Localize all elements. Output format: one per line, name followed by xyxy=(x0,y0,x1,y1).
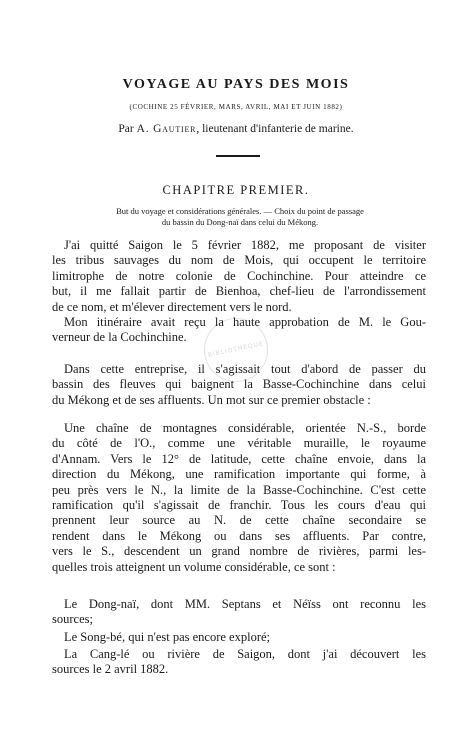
text-line: Le Song-bé, qui n'est pas encore exploré; xyxy=(64,630,271,644)
byline xyxy=(0,123,472,135)
text-line: prennent leur source au N. de cette chaîne secondaire se xyxy=(52,513,426,528)
text-line: vers le S., descendent un grand nombre de rivières, parmi les- xyxy=(52,544,426,559)
paragraph-1 xyxy=(52,238,426,315)
author-rank: , lieutenant d'infanterie de marine. xyxy=(196,123,354,135)
text-line: quelles trois atteignent un volume considérable, ce sont : xyxy=(52,559,336,574)
text-line: verneur de la Cochinchine. xyxy=(52,330,187,345)
text-line: direction du Mékong, une ramification importante qui forme, à xyxy=(52,467,426,482)
river-cang-le xyxy=(52,647,426,678)
library-stamp: BIBLIOTHÈQUE xyxy=(198,312,274,388)
text-line: but, il me fallait partir de Bienhoa, chef-lieu de l'arrondissement xyxy=(52,284,426,299)
paragraph-4 xyxy=(52,421,426,575)
text-line: rendent dans le Mékong ou dans ses affluents. Par contre, xyxy=(52,528,426,543)
paragraph-3 xyxy=(52,362,426,408)
text-line: du Mékong et de ses affluents. Un mot sur ce premier obstacle : xyxy=(52,392,371,407)
text-line: de ce nom, et m'élever directement vers le nord. xyxy=(52,299,292,314)
text-line: sources; xyxy=(52,612,93,627)
text-line: Le Dong-naï, dont MM. Septans et Néïss ont reconnu les xyxy=(64,597,426,611)
text-line: du côté de l'O., comme une véritable muraille, le royaume xyxy=(52,436,426,451)
chapter-summary xyxy=(60,206,420,228)
text-line: peu près vers le N., la limite de la Basse-Cochinchine. C'est cette xyxy=(52,482,426,497)
text-line: Dans cette entreprise, il s'agissait tout d'abord de passer du xyxy=(64,362,426,376)
byline-prefix: Par xyxy=(118,123,134,135)
article-title: VOYAGE AU PAYS DES MOIS xyxy=(122,77,350,92)
summary-line: du bassin du Dong-naï dans celui du Mékong. xyxy=(161,217,319,227)
river-song-be xyxy=(52,630,426,645)
text-line: sources le 2 avril 1882. xyxy=(52,662,169,677)
text-line: La Cang-lé ou rivière de Saigon, dont j'ai découvert les xyxy=(64,647,426,661)
text-line: Mon itinéraire avait reçu la haute approbation de M. le Gou- xyxy=(64,315,426,329)
text-line: J'ai quitté Saigon le 5 février 1882, me proposant de visiter xyxy=(64,238,426,252)
travel-dates: (COCHINE 25 FÉVRIER, MARS, AVRIL, MAI ET JUIN 1882) xyxy=(129,103,343,111)
text-line: ramification qu'il s'agissait de franchir. Tous les cours d'eau qui xyxy=(52,497,426,512)
author-name: A. Gautier xyxy=(136,123,197,135)
text-line: Une chaîne de montagnes considérable, orientée N.-S., borde xyxy=(64,421,426,435)
text-line: d'Annam. Vers le 12° de latitude, cette chaîne envoie, dans la xyxy=(52,451,426,466)
text-line: bassin des fleuves qui baignent la Basse-Cochinchine dans celui xyxy=(52,377,426,392)
chapter-heading: CHAPITRE PREMIER. xyxy=(162,183,310,197)
summary-line: But du voyage et considérations générales. — Choix du point de passage xyxy=(116,206,364,216)
title-divider xyxy=(216,155,260,157)
text-line: les tribus sauvages du nom de Mois, qui occupent le territoire xyxy=(52,253,426,268)
river-dong-nai xyxy=(52,597,426,628)
paragraph-2 xyxy=(52,315,426,346)
text-line: limitrophe de notre colonie de Cochinchine. Pour atteindre ce xyxy=(52,268,426,283)
